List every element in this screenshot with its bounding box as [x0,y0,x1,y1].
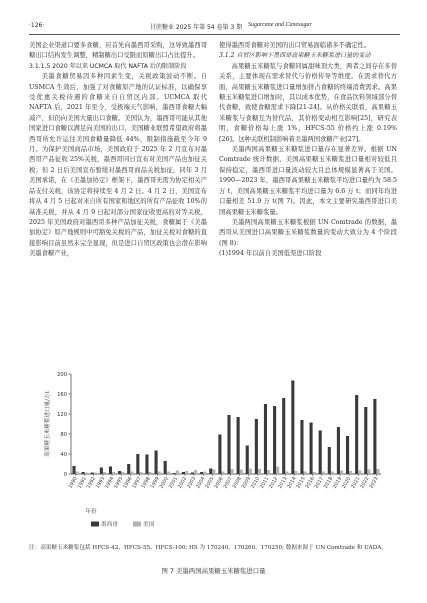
section-heading: 3.1.1.5 2020 年以来 UCMCA 取代 NAFTA 后的限制阶段 [29,62,187,70]
paragraph: 美墨两国高果糖玉米糖浆进口量存在显著差异。根据 UN Comtrade 统计数据，美国高果糖玉米糖浆进口量相对较低且保持稳定，墨西哥进口量波动较大且总体规模显著高于美国。1990—2023 年，墨西哥高果糖玉米糖浆平均进口量约为 58.5 万 t，美国高果糖玉米糖浆平均进口量为 6.6 万 t；而同年均进口量相差 51.9 万 t(图 7)。因此，本文主要研究墨西哥进口美国高果糖玉米糖浆量。 [219,146,397,216]
x-tick-label: 2001 [168,476,180,490]
bar-mexico [237,417,240,474]
journal-issue: 甘蔗糖业 2025 年第 54 卷第 3 期 [150,24,243,31]
paragraph: 使得墨西哥食糖对美国的出口贸易面临诸多不确定性。 [219,42,371,49]
bar-usa [322,472,325,475]
running-header [29,20,400,32]
bar-mexico [337,427,340,474]
x-tick-label: 2013 [278,476,289,490]
paragraph: 美墨两国高果糖玉米糖浆根据 UN Comtrade 的数据，墨西哥从美国进口高果糖玉米糖浆数量的变动大致分为 4 个阶段(图 8)： [219,218,397,247]
bar-usa [167,472,170,475]
bar-mexico [310,423,313,475]
bar-usa [294,471,297,474]
y-tick-label: 0 [63,472,67,478]
y-tick-label: 160 [57,392,67,398]
y-tick-label: 200 [57,372,67,378]
bar-usa [376,469,379,474]
x-tick-label: 1996 [123,476,134,490]
left-column [29,41,207,260]
bar-usa [349,471,352,474]
bar-mexico [136,454,139,474]
bar-mexico [355,395,358,474]
legend-swatch [91,522,99,527]
y-tick-label: 120 [57,412,67,418]
x-tick-label: 1997 [132,476,143,490]
y-tick-label: 80 [60,432,67,438]
bar-mexico [127,464,130,474]
x-tick-label: 2005 [205,476,216,490]
bar-usa [331,472,334,475]
bar-usa [249,469,252,475]
bar-mexico [173,473,176,474]
bar-usa [276,467,279,475]
x-tick-label: 2003 [186,476,198,490]
x-tick-label: 2018 [323,476,335,490]
bar-usa [240,470,243,475]
bar-usa [313,472,316,474]
bar-mexico [300,420,303,474]
section-heading: 3.1.2 自贸区影响下墨西哥高果糖玉米糖浆进口量的变动 [219,52,371,60]
legend-swatch [133,522,141,527]
bar-usa [231,469,234,474]
bar-usa [285,472,288,475]
bar-usa [267,470,270,474]
bar-mexico [282,398,285,474]
x-tick-label: 2016 [305,476,316,490]
x-axis-label: 年份 [85,509,97,515]
bar-usa [340,471,343,475]
figure-caption: 图 7 美墨两国高果糖玉米糖浆进口量 [161,567,266,575]
bar-usa [76,472,79,475]
bar-mexico [155,451,158,475]
bar-mexico [118,471,121,474]
bar-mexico [373,399,376,474]
bar-mexico [346,436,349,474]
bar-mexico [364,407,367,474]
bar-mexico [100,468,103,475]
legend-label: 美国 [143,522,155,528]
bar-usa [85,473,88,475]
bar-mexico [273,406,276,474]
y-axis-label: 高果糖玉米糖浆进口量/万t [45,391,51,457]
bar-mexico [328,447,331,474]
bar-mexico [319,431,322,475]
bar-usa [203,472,206,475]
x-tick-label: 2019 [332,476,344,490]
bar-mexico [246,446,249,475]
bar-chart [29,366,400,536]
page-number: ·126· [29,22,45,29]
bar-mexico [200,472,203,474]
bar-usa [112,472,115,474]
bar-usa [358,471,361,475]
journal-english-title: Sugarcane and Canesugar [248,22,312,28]
x-tick-label: 2022 [360,476,371,490]
x-tick-label: 2020 [341,476,353,490]
bar-mexico [191,473,194,475]
bar-mexico [82,472,85,474]
x-tick-label: 2010 [250,476,262,490]
x-tick-label: 2012 [268,476,280,490]
bar-mexico [145,455,148,475]
x-tick-label: 1992 [86,476,98,490]
x-tick-label: 2006 [214,476,225,490]
bar-mexico [91,473,94,475]
x-tick-label: 2007 [223,476,234,490]
subsection-heading: (1)1994 年以前自美国低渠进口阶段 [219,250,322,258]
x-tick-label: 1990 [68,476,79,490]
x-tick-label: 1995 [113,476,125,490]
x-tick-label: 2015 [296,476,307,490]
bar-usa [158,472,161,475]
bar-mexico [164,461,167,474]
x-tick-label: 1999 [150,476,161,490]
x-tick-label: 2000 [159,476,170,490]
bar-mexico [72,466,75,474]
bar-usa [212,470,215,475]
bar-usa [185,471,188,474]
bar-mexico [227,415,230,474]
right-column [219,41,397,260]
bar-mexico [264,404,267,474]
bar-usa [130,472,133,475]
bar-usa [94,473,97,475]
bar-mexico [255,419,258,474]
x-tick-label: 2008 [232,476,243,490]
y-tick-label: 40 [60,452,67,458]
x-tick-label: 1993 [95,476,107,490]
bar-usa [194,470,197,474]
x-tick-label: 2002 [177,476,189,490]
bar-mexico [109,467,112,475]
bar-mexico [291,381,294,475]
bar-usa [176,471,179,475]
bar-usa [304,472,307,475]
bar-usa [149,472,152,474]
paragraph: 美国企业渠道口要多食糖，应首先向墨西哥采购，这导致墨西哥糖出口结构发生调整，精制糖出口受限而原糖出口占比提升。 [29,42,207,60]
paragraph: 高果糖玉米糖浆与食糖同属甜味剂大类，两者之间存在多替关系，主要体现在需求替代与价格传导等维度。在需求替代方面，高果糖玉米糖浆进口量增加挤占食糖的终端消费需求。高果糖玉米糖浆进口增加时，其以成本优势，在食品饮料领域部分替代食糖，致使食糖需求下降[21-24]。从价格关联看，高果糖玉米糖浆与食糖互为替代品，其价格变动相互影响[25]，研究表明，食糖价格每上涨 1%，HFCS-55 价格约上涨 0.19%[26]。这种关联机制影响着美墨两国食糖产业[27]。 [219,62,397,143]
x-tick-label: 2004 [195,476,207,490]
bar-mexico [209,469,212,475]
paragraph: 美墨食糖贸易因多种因素生变，关税政策波动不断。自 USMCA 生效后，加强了对食糖原产地的认证标准，以确保享受优惠关税待遇的食糖来自自贸区内部。UCMCA 取代 NAFTA 后，2021 年至今，受极端天气影响，墨西哥食糖大幅减产，但仍向美国大量出口食糖。美国认为，墨西哥可能从其他国家进口食糖以满足向美国的出口，美国糖业联盟希望政府将墨西哥所允许运往美国食糖量降低 44%，限制措施截至今年 9 月。为保护美国商品市场，美国政府于 2025 年 2 月宣布对墨西哥产品征收 25%关税，墨西哥同日宣布对美国产品也加征关税；但 2 日后美国宣布暂缓对墨西哥商品关税加征，同年 3 月美国承诺，在《美墨加协定》框架下，墨西哥无需为协定相关产品支付关税，该协定将持续至 4 月 2 日。4 月 2 日，美国宣布将从 4 月 5 日起对来自所有国家和地区的所有产品征收 10%的基准关税，并从 4 月 9 日起对部分国家征收更高的对等关税，2025 年美国政府对墨西哥多种产品加征关税，食糖属于《美墨加协定》原产地规则中可豁免关税的产品，加征关税对食糖的直接影响目前虽然未完全显现，但是进口自贸区政策也会潜在影响美墨食糖产业， [29,73,207,258]
bar-usa [103,472,106,474]
bar-mexico [218,435,221,475]
x-tick-label: 2009 [241,476,253,490]
bar-usa [139,472,142,474]
x-tick-label: 1991 [77,476,88,490]
figure-note: 注：高果糖玉米糖浆包括 HFCS-42、HFCS-55、HFCS-100; HS 为 170240、170260、170250; 数据来源于 UN Comtrade 和 UADA。 [29,545,387,551]
x-tick-label: 1998 [141,476,152,490]
header-rule [29,34,400,35]
bar-usa [367,470,370,475]
bar-usa [258,469,261,474]
legend-label: 墨西哥 [101,522,118,528]
figure-7-chart [29,366,400,536]
x-tick-label: 2017 [314,476,325,490]
bar-usa [121,472,124,474]
x-tick-label: 2021 [350,476,362,490]
bar-usa [221,472,224,475]
x-tick-label: 1994 [104,476,116,490]
bar-mexico [182,472,185,474]
x-tick-label: 2011 [259,476,271,490]
x-tick-label: 2023 [369,476,380,490]
x-tick-label: 2014 [287,476,298,490]
